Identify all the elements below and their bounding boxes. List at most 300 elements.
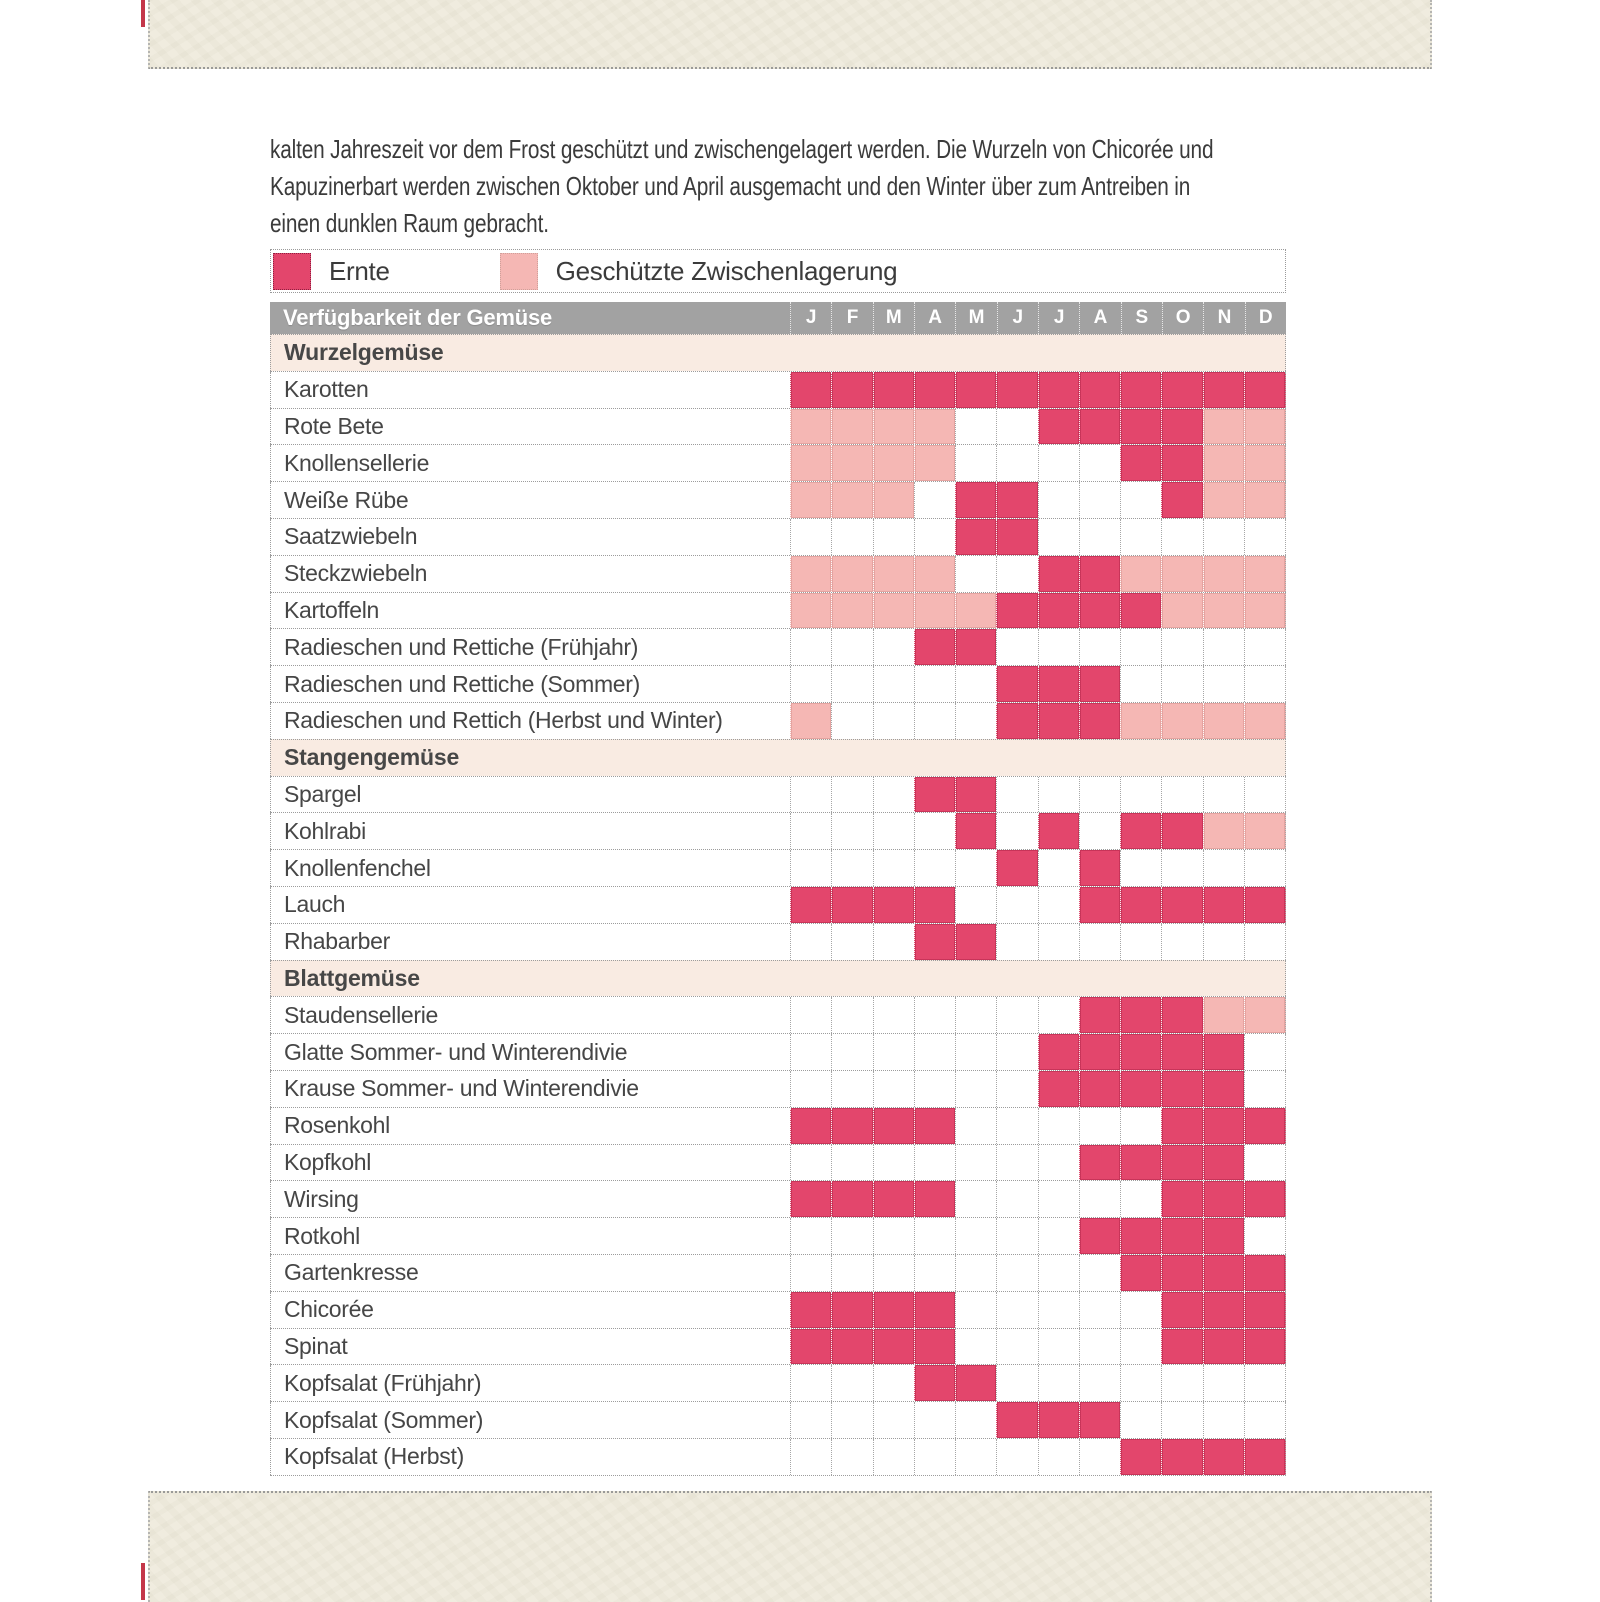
availability-cell xyxy=(996,1292,1037,1328)
availability-cell xyxy=(996,1329,1037,1365)
availability-cell xyxy=(790,556,831,592)
availability-cell xyxy=(996,445,1037,481)
table-header-bar xyxy=(270,302,1286,334)
table-row xyxy=(270,849,1286,886)
availability-cell xyxy=(1038,1255,1079,1291)
table-row xyxy=(270,1107,1286,1144)
availability-cell xyxy=(873,629,914,665)
availability-cell xyxy=(955,593,996,629)
availability-cell xyxy=(1161,1145,1202,1181)
availability-cell xyxy=(1244,409,1286,445)
availability-cell xyxy=(873,593,914,629)
availability-cell xyxy=(831,629,872,665)
availability-cell xyxy=(831,556,872,592)
availability-cell xyxy=(914,1145,955,1181)
availability-cell xyxy=(955,1292,996,1328)
availability-cell xyxy=(1038,482,1079,518)
availability-cell xyxy=(914,1329,955,1365)
table-row xyxy=(270,1364,1286,1401)
availability-cell xyxy=(790,924,831,960)
row-cells xyxy=(790,1145,1286,1181)
availability-cell xyxy=(1203,1402,1244,1438)
row-cells xyxy=(790,519,1286,555)
row-cells xyxy=(790,1181,1286,1217)
availability-cell xyxy=(914,1071,955,1107)
availability-cell xyxy=(914,850,955,886)
availability-cell xyxy=(996,519,1037,555)
availability-cell xyxy=(1079,519,1120,555)
availability-cell xyxy=(914,556,955,592)
availability-cell xyxy=(1120,593,1161,629)
availability-cell xyxy=(1203,1108,1244,1144)
row-label: Knollenfenchel xyxy=(270,850,790,886)
availability-cell xyxy=(1244,1365,1286,1401)
availability-cell xyxy=(1244,1439,1286,1475)
table-row xyxy=(270,1254,1286,1291)
availability-cell xyxy=(831,1402,872,1438)
availability-cell xyxy=(996,813,1037,849)
availability-cell xyxy=(1079,703,1120,739)
month-header-cell: O xyxy=(1162,302,1203,334)
availability-cell xyxy=(1120,409,1161,445)
availability-cell xyxy=(914,777,955,813)
availability-cell xyxy=(914,1292,955,1328)
availability-cell xyxy=(955,1034,996,1070)
row-label: Steckzwiebeln xyxy=(270,556,790,592)
availability-cell xyxy=(996,666,1037,702)
availability-cell xyxy=(1161,1292,1202,1328)
availability-cell xyxy=(1120,777,1161,813)
availability-cell xyxy=(873,1218,914,1254)
availability-cell xyxy=(790,1145,831,1181)
table-row xyxy=(270,628,1286,665)
row-cells xyxy=(790,482,1286,518)
availability-cell xyxy=(1203,813,1244,849)
availability-cell xyxy=(1244,1181,1286,1217)
availability-cell xyxy=(1079,1071,1120,1107)
table-row xyxy=(270,886,1286,923)
availability-cell xyxy=(831,372,872,408)
availability-cell xyxy=(790,1108,831,1144)
table-row xyxy=(270,408,1286,445)
table-row xyxy=(270,1401,1286,1438)
availability-cell xyxy=(914,1181,955,1217)
legend-swatch-zwischenlagerung xyxy=(500,253,538,290)
availability-cell xyxy=(873,556,914,592)
row-cells xyxy=(790,1292,1286,1328)
availability-cell xyxy=(873,1365,914,1401)
table-row xyxy=(270,1438,1286,1475)
row-cells xyxy=(790,629,1286,665)
availability-cell xyxy=(873,372,914,408)
availability-cell xyxy=(1120,1439,1161,1475)
availability-cell xyxy=(1244,482,1286,518)
availability-cell xyxy=(790,887,831,923)
availability-cell xyxy=(1038,887,1079,923)
availability-cell xyxy=(1079,1255,1120,1291)
availability-cell xyxy=(1203,666,1244,702)
availability-cell xyxy=(873,997,914,1033)
availability-cell xyxy=(790,813,831,849)
availability-cell xyxy=(955,1255,996,1291)
legend xyxy=(270,249,1286,293)
table-row xyxy=(270,1217,1286,1254)
availability-cell xyxy=(1203,1329,1244,1365)
availability-cell xyxy=(1161,593,1202,629)
table-title: Verfügbarkeit der Gemüse xyxy=(283,305,553,330)
month-header-cell: J xyxy=(997,302,1038,334)
availability-cell xyxy=(1244,850,1286,886)
table-row xyxy=(270,923,1286,960)
availability-cell xyxy=(1161,1439,1202,1475)
row-label: Wirsing xyxy=(270,1181,790,1217)
row-cells xyxy=(790,777,1286,813)
row-cells xyxy=(790,1071,1286,1107)
availability-cell xyxy=(1120,519,1161,555)
availability-cell xyxy=(955,445,996,481)
availability-cell xyxy=(1079,813,1120,849)
availability-cell xyxy=(790,629,831,665)
availability-cell xyxy=(1244,593,1286,629)
availability-cell xyxy=(1244,519,1286,555)
availability-cell xyxy=(1120,372,1161,408)
availability-cell xyxy=(955,409,996,445)
availability-cell xyxy=(1161,1071,1202,1107)
row-label: Rotkohl xyxy=(270,1218,790,1254)
availability-cell xyxy=(955,997,996,1033)
availability-cell xyxy=(1161,1034,1202,1070)
table-row xyxy=(270,518,1286,555)
availability-cell xyxy=(955,1439,996,1475)
availability-cell xyxy=(790,593,831,629)
availability-table xyxy=(270,334,1286,1476)
availability-cell xyxy=(790,997,831,1033)
row-label: Krause Sommer- und Winterendivie xyxy=(270,1071,790,1107)
availability-cell xyxy=(955,813,996,849)
availability-cell xyxy=(790,1365,831,1401)
availability-cell xyxy=(1120,1365,1161,1401)
availability-cell xyxy=(1161,703,1202,739)
availability-cell xyxy=(996,1181,1037,1217)
paragraph-line: kalten Jahreszeit vor dem Frost geschützt und zwischengelagert werden. Die Wurzeln von Chicorée und xyxy=(270,134,1214,164)
availability-cell xyxy=(996,1218,1037,1254)
availability-cell xyxy=(831,482,872,518)
availability-cell xyxy=(1038,850,1079,886)
availability-cell xyxy=(1120,1402,1161,1438)
availability-cell xyxy=(1120,1255,1161,1291)
row-label: Radieschen und Rettich (Herbst und Winter) xyxy=(270,703,790,739)
availability-cell xyxy=(831,666,872,702)
availability-cell xyxy=(873,813,914,849)
availability-cell xyxy=(914,445,955,481)
availability-cell xyxy=(914,1402,955,1438)
availability-cell xyxy=(1079,556,1120,592)
availability-cell xyxy=(873,1329,914,1365)
row-label: Kartoffeln xyxy=(270,593,790,629)
availability-cell xyxy=(1038,703,1079,739)
availability-cell xyxy=(1244,445,1286,481)
row-label: Kohlrabi xyxy=(270,813,790,849)
availability-cell xyxy=(1161,850,1202,886)
availability-cell xyxy=(914,924,955,960)
table-row xyxy=(270,1291,1286,1328)
availability-cell xyxy=(1244,372,1286,408)
availability-cell xyxy=(1079,372,1120,408)
availability-cell xyxy=(996,850,1037,886)
availability-cell xyxy=(831,1034,872,1070)
availability-cell xyxy=(1079,1292,1120,1328)
availability-cell xyxy=(996,703,1037,739)
availability-cell xyxy=(1203,1145,1244,1181)
availability-cell xyxy=(955,556,996,592)
availability-cell xyxy=(914,1439,955,1475)
availability-cell xyxy=(790,409,831,445)
availability-cell xyxy=(873,1071,914,1107)
availability-cell xyxy=(955,519,996,555)
availability-cell xyxy=(1120,482,1161,518)
row-label: Weiße Rübe xyxy=(270,482,790,518)
availability-cell xyxy=(1038,1181,1079,1217)
page-content xyxy=(270,131,1286,1476)
table-row xyxy=(270,1328,1286,1365)
availability-cell xyxy=(996,556,1037,592)
availability-cell xyxy=(1120,703,1161,739)
availability-cell xyxy=(1120,1108,1161,1144)
availability-cell xyxy=(1244,629,1286,665)
paper-edge-bottom xyxy=(148,1491,1432,1602)
availability-cell xyxy=(1244,1034,1286,1070)
table-row xyxy=(270,665,1286,702)
month-header-cell: F xyxy=(831,302,872,334)
availability-cell xyxy=(1038,1365,1079,1401)
availability-cell xyxy=(873,1292,914,1328)
row-label: Kopfsalat (Herbst) xyxy=(270,1439,790,1475)
table-row xyxy=(270,1070,1286,1107)
availability-cell xyxy=(1161,409,1202,445)
availability-cell xyxy=(1161,1255,1202,1291)
availability-cell xyxy=(914,1365,955,1401)
availability-cell xyxy=(1038,1402,1079,1438)
availability-cell xyxy=(1161,887,1202,923)
row-label: Karotten xyxy=(270,372,790,408)
availability-cell xyxy=(873,1402,914,1438)
row-cells xyxy=(790,813,1286,849)
availability-cell xyxy=(831,997,872,1033)
availability-cell xyxy=(831,1071,872,1107)
availability-cell xyxy=(1203,1071,1244,1107)
availability-cell xyxy=(1079,593,1120,629)
availability-cell xyxy=(1038,445,1079,481)
availability-cell xyxy=(955,777,996,813)
availability-cell xyxy=(1120,1329,1161,1365)
availability-cell xyxy=(955,1402,996,1438)
row-label: Kopfkohl xyxy=(270,1145,790,1181)
row-cells xyxy=(790,1439,1286,1475)
availability-cell xyxy=(1161,666,1202,702)
availability-cell xyxy=(1161,1329,1202,1365)
availability-cell xyxy=(790,1402,831,1438)
availability-cell xyxy=(1079,629,1120,665)
row-cells xyxy=(790,1402,1286,1438)
availability-cell xyxy=(914,1218,955,1254)
row-cells xyxy=(790,666,1286,702)
availability-cell xyxy=(914,409,955,445)
availability-cell xyxy=(1244,1145,1286,1181)
availability-cell xyxy=(1120,813,1161,849)
availability-cell xyxy=(914,629,955,665)
availability-cell xyxy=(1203,593,1244,629)
month-header-cell: N xyxy=(1203,302,1244,334)
availability-cell xyxy=(1120,997,1161,1033)
month-header-row xyxy=(790,302,1286,334)
row-label: Lauch xyxy=(270,887,790,923)
availability-cell xyxy=(790,1218,831,1254)
availability-cell xyxy=(996,997,1037,1033)
availability-cell xyxy=(1203,1181,1244,1217)
availability-cell xyxy=(1244,813,1286,849)
table-row xyxy=(270,555,1286,592)
row-cells xyxy=(790,1218,1286,1254)
availability-cell xyxy=(996,372,1037,408)
availability-cell xyxy=(1038,629,1079,665)
availability-cell xyxy=(1120,666,1161,702)
availability-cell xyxy=(873,1034,914,1070)
row-cells xyxy=(790,372,1286,408)
row-cells xyxy=(790,409,1286,445)
table-row xyxy=(270,702,1286,739)
availability-cell xyxy=(1203,519,1244,555)
availability-cell xyxy=(1203,887,1244,923)
row-label: Staudensellerie xyxy=(270,997,790,1033)
availability-cell xyxy=(1038,924,1079,960)
availability-cell xyxy=(831,445,872,481)
month-header-cell: M xyxy=(873,302,914,334)
availability-cell xyxy=(1079,1218,1120,1254)
availability-cell xyxy=(790,703,831,739)
legend-label-ernte: Ernte xyxy=(329,255,390,286)
availability-cell xyxy=(1203,703,1244,739)
availability-cell xyxy=(914,666,955,702)
availability-cell xyxy=(1038,666,1079,702)
availability-cell xyxy=(1038,1071,1079,1107)
availability-cell xyxy=(1161,372,1202,408)
availability-cell xyxy=(914,1255,955,1291)
availability-cell xyxy=(1038,777,1079,813)
availability-cell xyxy=(1203,1255,1244,1291)
crop-mark-top-left xyxy=(141,0,145,27)
availability-cell xyxy=(1244,1108,1286,1144)
availability-cell xyxy=(873,924,914,960)
availability-cell xyxy=(955,629,996,665)
availability-cell xyxy=(996,593,1037,629)
legend-swatch-ernte xyxy=(273,253,311,290)
availability-cell xyxy=(914,593,955,629)
availability-cell xyxy=(1244,887,1286,923)
availability-cell xyxy=(1203,372,1244,408)
row-label: Kopfsalat (Frühjahr) xyxy=(270,1365,790,1401)
availability-cell xyxy=(1161,1108,1202,1144)
row-cells xyxy=(790,1108,1286,1144)
availability-cell xyxy=(790,850,831,886)
availability-cell xyxy=(831,813,872,849)
availability-cell xyxy=(1079,1108,1120,1144)
availability-cell xyxy=(790,372,831,408)
availability-cell xyxy=(1161,519,1202,555)
availability-cell xyxy=(1244,666,1286,702)
availability-cell xyxy=(1120,1181,1161,1217)
availability-cell xyxy=(1244,1402,1286,1438)
availability-cell xyxy=(955,1365,996,1401)
availability-cell xyxy=(790,666,831,702)
availability-cell xyxy=(1244,1071,1286,1107)
availability-cell xyxy=(1161,813,1202,849)
availability-cell xyxy=(1038,997,1079,1033)
availability-cell xyxy=(790,482,831,518)
availability-cell xyxy=(955,887,996,923)
availability-cell xyxy=(996,924,1037,960)
availability-cell xyxy=(914,372,955,408)
row-label: Rhabarber xyxy=(270,924,790,960)
availability-cell xyxy=(914,997,955,1033)
availability-cell xyxy=(1203,556,1244,592)
availability-cell xyxy=(790,1255,831,1291)
availability-cell xyxy=(1244,777,1286,813)
availability-cell xyxy=(831,850,872,886)
table-row xyxy=(270,812,1286,849)
row-label: Gartenkresse xyxy=(270,1255,790,1291)
availability-cell xyxy=(1120,924,1161,960)
availability-cell xyxy=(1079,1402,1120,1438)
month-header-cell: A xyxy=(1079,302,1120,334)
availability-cell xyxy=(873,1145,914,1181)
month-header-cell: D xyxy=(1245,302,1286,334)
availability-cell xyxy=(1038,1034,1079,1070)
intro-paragraph xyxy=(270,131,1286,242)
availability-cell xyxy=(1079,1034,1120,1070)
section-header: Blattgemüse xyxy=(270,960,1286,997)
availability-cell xyxy=(1038,1329,1079,1365)
availability-cell xyxy=(1079,997,1120,1033)
availability-cell xyxy=(1161,997,1202,1033)
availability-cell xyxy=(1079,445,1120,481)
availability-cell xyxy=(1161,556,1202,592)
availability-cell xyxy=(1161,1365,1202,1401)
availability-cell xyxy=(1161,1218,1202,1254)
month-header-cell: J xyxy=(1038,302,1079,334)
availability-cell xyxy=(1203,997,1244,1033)
row-cells xyxy=(790,445,1286,481)
availability-cell xyxy=(873,703,914,739)
availability-cell xyxy=(831,887,872,923)
availability-cell xyxy=(1203,777,1244,813)
table-row xyxy=(270,371,1286,408)
table-row xyxy=(270,1033,1286,1070)
availability-cell xyxy=(873,519,914,555)
availability-cell xyxy=(1120,445,1161,481)
availability-cell xyxy=(831,1329,872,1365)
availability-cell xyxy=(996,1145,1037,1181)
availability-cell xyxy=(1244,1329,1286,1365)
availability-cell xyxy=(914,813,955,849)
availability-cell xyxy=(1079,924,1120,960)
availability-cell xyxy=(914,519,955,555)
availability-cell xyxy=(1244,924,1286,960)
availability-cell xyxy=(831,1181,872,1217)
row-cells xyxy=(790,997,1286,1033)
table-row xyxy=(270,444,1286,481)
availability-cell xyxy=(1203,445,1244,481)
availability-cell xyxy=(1203,1034,1244,1070)
